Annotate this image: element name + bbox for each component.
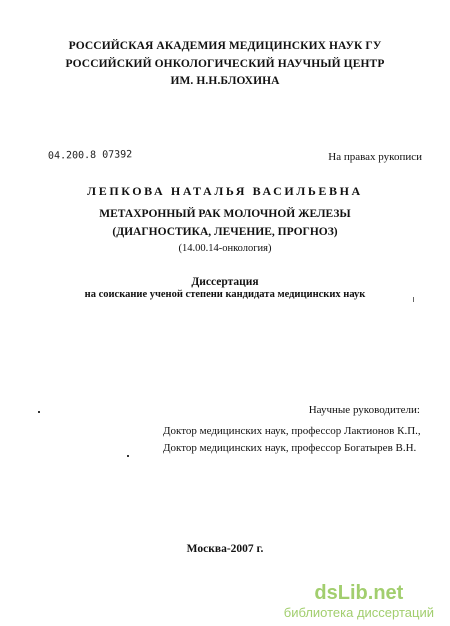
watermark-subtitle: библиотека диссертаций [283,605,434,620]
scan-mark [413,297,414,302]
specialty-code: (14.00.14-онкология) [178,243,272,254]
watermark-brand-tld: .net [367,582,404,604]
supervisors-heading: Научные руководители: [308,404,420,416]
dslib-watermark [284,583,434,620]
author-name: ЛЕПКОВА НАТАЛЬЯ ВАСИЛЬЕВНА [87,184,363,198]
center-namesake: ИМ. Н.Н.БЛОХИНА [170,75,280,87]
supervisor-first: Доктор медицинских наук, профессор Лактионов К.П., [163,425,421,437]
degree-description: на соискание ученой степени кандидата медицинских наук [84,289,366,300]
academy-name: РОССИЙСКАЯ АКАДЕМИЯ МЕДИЦИНСКИХ НАУК ГУ [68,40,382,52]
library-stamp-number: 04.200.8 07392 [47,149,133,162]
dissertation-label: Диссертация [191,276,259,288]
manuscript-rights-note: На правах рукописи [328,151,422,163]
thesis-title-line2: (ДИАГНОСТИКА, ЛЕЧЕНИЕ, ПРОГНОЗ) [112,226,338,238]
thesis-title-line1: МЕТАХРОННЫЙ РАК МОЛОЧНОЙ ЖЕЛЕЗЫ [99,208,351,220]
supervisor-second: Доктор медицинских наук, профессор Богатырев В.Н. [163,442,417,454]
watermark-logo [284,583,434,603]
scan-speck [38,411,40,413]
watermark-brand-main: dsLib [314,582,368,604]
city-year: Москва-2007 г. [186,543,264,555]
scan-speck [127,455,129,457]
center-name: РОССИЙСКИЙ ОНКОЛОГИЧЕСКИЙ НАУЧНЫЙ ЦЕНТР [65,58,385,70]
